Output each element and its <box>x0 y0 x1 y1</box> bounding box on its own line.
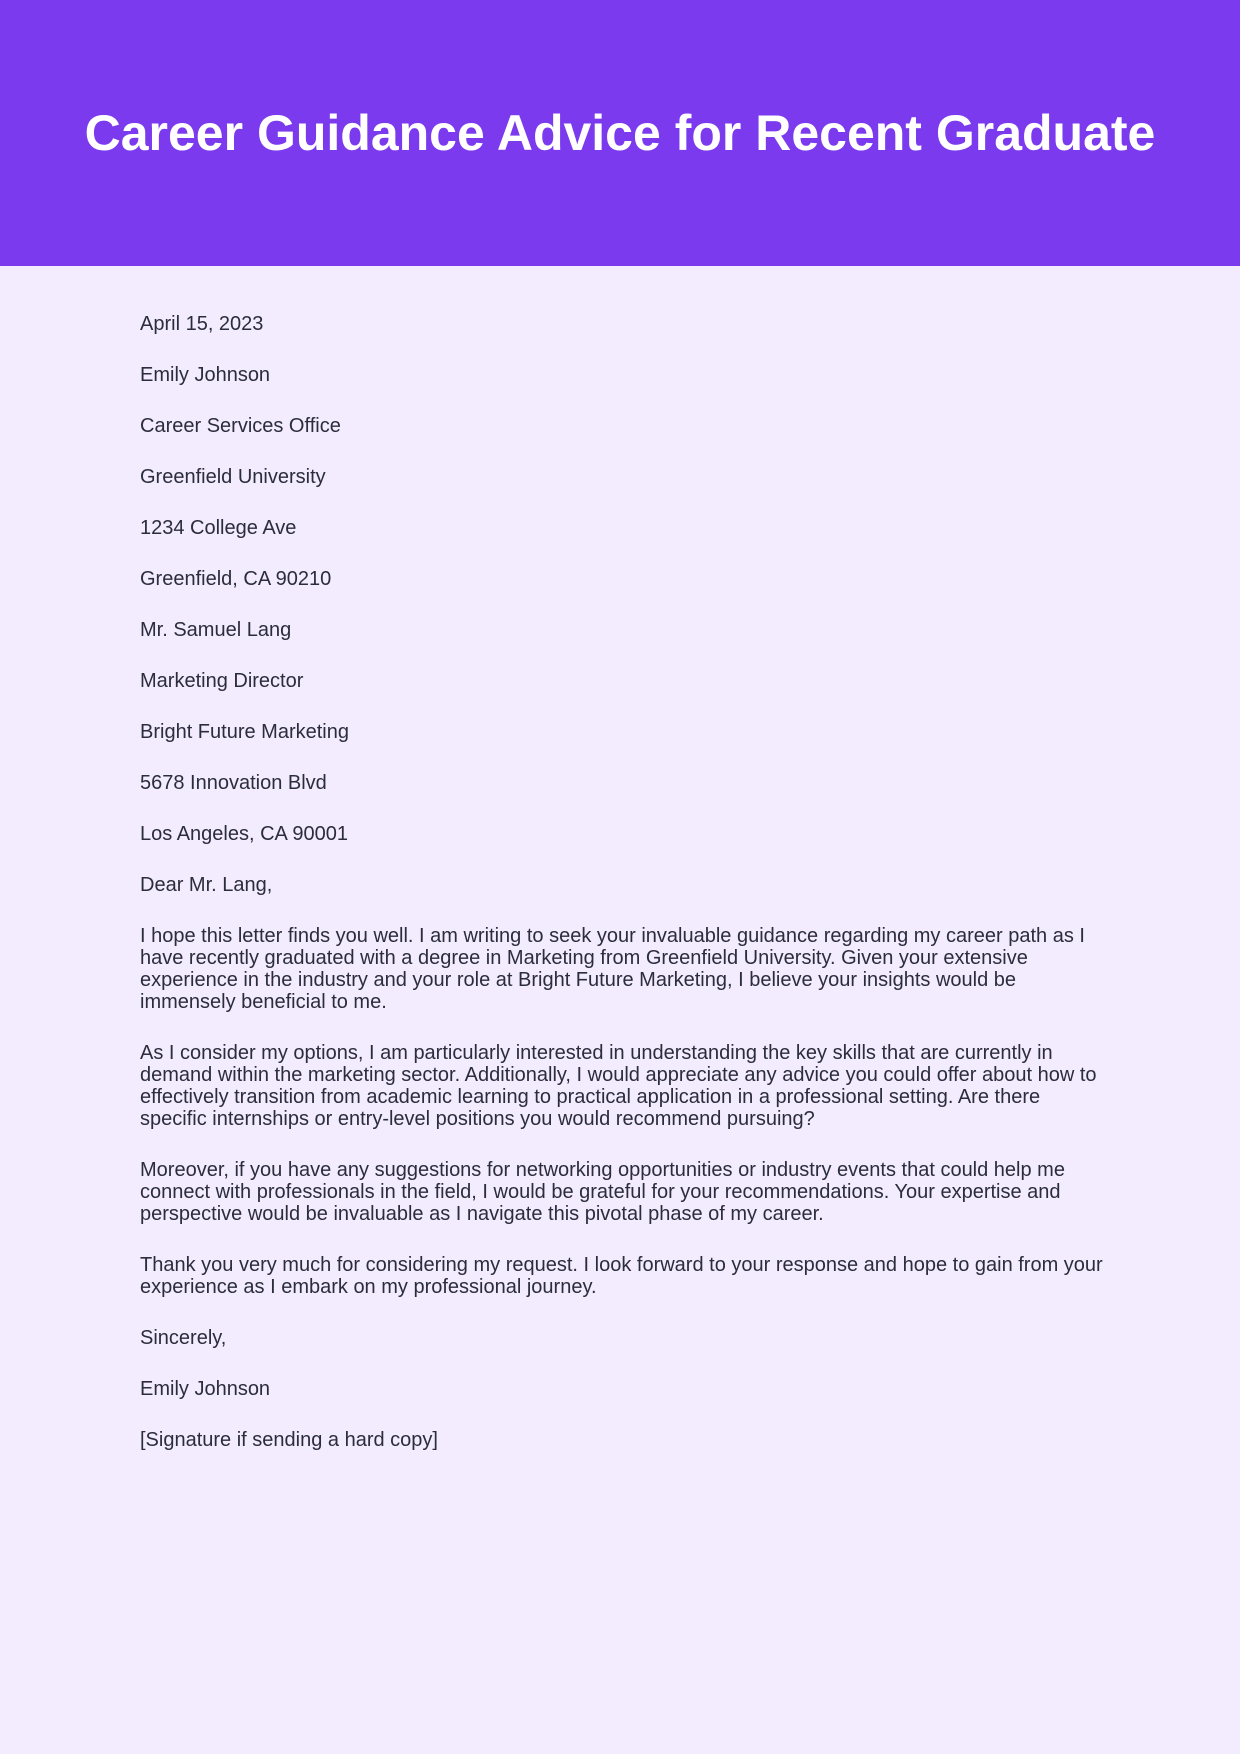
body-paragraph: Thank you very much for considering my request. I look forward to your response and hope to gain from your experience as I embark on my professional journey. <box>140 1254 1103 1298</box>
sender-office: Career Services Office <box>140 415 341 437</box>
sender-city: Greenfield, CA 90210 <box>140 568 332 590</box>
body-paragraph: Moreover, if you have any suggestions for networking opportunities or industry events that could help me connect with professionals in the field, I would be grateful for your recommendations. Your expertise and perspective would be invaluable as I navigate this pivotal phase of my career. <box>140 1159 1065 1225</box>
salutation: Dear Mr. Lang, <box>140 874 273 896</box>
recipient-name: Mr. Samuel Lang <box>140 619 292 641</box>
sender-name: Emily Johnson <box>140 364 271 386</box>
body-paragraph: I hope this letter finds you well. I am writing to seek your invaluable guidance regarding my career path as I have recently graduated with a degree in Marketing from Greenfield University. Given your extensive experience in the industry and your role at Bright Future Marketing, I believe your insights would be immensely beneficial to me. <box>140 925 1085 1013</box>
signature-name: Emily Johnson <box>140 1378 271 1400</box>
recipient-title: Marketing Director <box>140 670 304 692</box>
recipient-street: 5678 Innovation Blvd <box>140 772 327 794</box>
letter-title: Career Guidance Advice for Recent Graduate <box>84 105 1156 161</box>
body-paragraph: As I consider my options, I am particularly interested in understanding the key skills that are currently in demand within the marketing sector. Additionally, I would appreciate any advice you could offer about how to effectively transition from academic learning to practical application in a professional setting. Are there specific internships or entry-level positions you would recommend pursuing? <box>140 1042 1097 1130</box>
recipient-city: Los Angeles, CA 90001 <box>140 823 348 845</box>
letter-date: April 15, 2023 <box>140 313 264 335</box>
recipient-company: Bright Future Marketing <box>140 721 349 743</box>
signature-note: [Signature if sending a hard copy] <box>140 1429 438 1451</box>
sender-street: 1234 College Ave <box>140 517 297 539</box>
sender-institution: Greenfield University <box>140 466 326 488</box>
letter-header <box>0 0 1240 266</box>
closing: Sincerely, <box>140 1327 227 1349</box>
